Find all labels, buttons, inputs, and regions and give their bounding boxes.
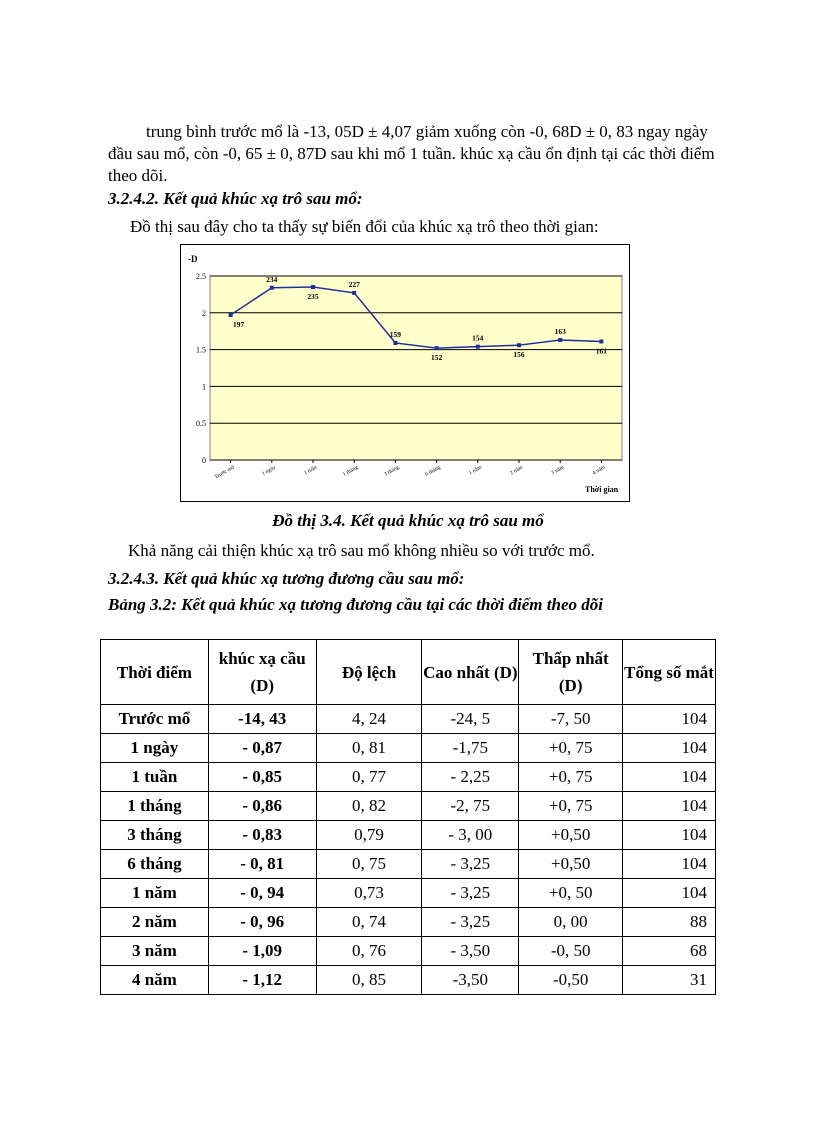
- table-cell: - 0, 94: [208, 879, 316, 908]
- table-header-cell: Tổng số mắt: [623, 640, 716, 705]
- table-cell: 3 tháng: [101, 821, 209, 850]
- data-point: [393, 341, 397, 345]
- table-cell: 1 tuần: [101, 763, 209, 792]
- table-row: [101, 792, 716, 821]
- table-cell: 1 ngày: [101, 734, 209, 763]
- table-cell: -0,50: [519, 966, 623, 995]
- x-tick-label: 2 năm: [509, 464, 524, 477]
- y-axis-label: -D: [188, 254, 198, 264]
- section-heading-spherical-equivalent: 3.2.4.3. Kết quả khúc xạ tương đương cầu sau mổ:: [108, 569, 465, 588]
- table-cell: -7, 50: [519, 705, 623, 734]
- table-cell: 2 năm: [101, 908, 209, 937]
- table-cell: - 3,25: [422, 879, 519, 908]
- table-cell: 104: [623, 705, 716, 734]
- data-label: 156: [513, 350, 525, 360]
- data-label: 154: [472, 333, 484, 343]
- plot-area: [210, 276, 622, 460]
- section-heading-astigmatism: 3.2.4.2. Kết quả khúc xạ trô sau mổ:: [108, 189, 363, 208]
- table-cell: - 0,85: [208, 763, 316, 792]
- table-cell: - 0, 96: [208, 908, 316, 937]
- table-header-cell: Cao nhất (D): [422, 640, 519, 705]
- data-label: 152: [430, 353, 443, 363]
- table-cell: -3,50: [422, 966, 519, 995]
- table-cell: 104: [623, 792, 716, 821]
- table-cell: - 0,86: [208, 792, 316, 821]
- x-tick-label: 1 năm: [468, 464, 483, 477]
- x-tick-label: 6 tháng: [424, 464, 442, 478]
- intro-paragraph: trung bình trước mổ là -13, 05D ± 4,07 giảm xuống còn -0, 68D ± 0, 83 ngay ngày đầu sau mổ, còn -0, 65 ± 0, 87D sau khi mổ 1 tuần. khúc xạ cầu ổn định tại các thời điểm theo dõi.: [108, 122, 715, 185]
- data-label: 197: [232, 320, 245, 330]
- y-tick-label: 1.5: [196, 345, 206, 355]
- data-label: 161: [595, 346, 608, 356]
- table-cell: - 1,12: [208, 966, 316, 995]
- data-point: [270, 286, 274, 290]
- data-point: [558, 338, 562, 342]
- table-cell: 104: [623, 821, 716, 850]
- table-header-cell: Thấp nhất (D): [519, 640, 623, 705]
- y-tick-label: 2: [202, 308, 206, 318]
- table-cell: 4, 24: [316, 705, 422, 734]
- x-tick-label: 1 ngày: [260, 464, 277, 478]
- table-cell: - 0, 81: [208, 850, 316, 879]
- y-tick-label: 1: [202, 382, 206, 392]
- table-cell: 1 năm: [101, 879, 209, 908]
- table-row: [101, 705, 716, 734]
- table-row: [101, 734, 716, 763]
- table-cell: 4 năm: [101, 966, 209, 995]
- table-cell: +0, 50: [519, 879, 623, 908]
- y-tick-label: 0.5: [196, 419, 206, 429]
- table-cell: 6 tháng: [101, 850, 209, 879]
- table-row: [101, 850, 716, 879]
- table-cell: 31: [623, 966, 716, 995]
- data-point: [599, 340, 603, 344]
- astigmatism-chart: [180, 244, 630, 502]
- table-cell: -0, 50: [519, 937, 623, 966]
- y-tick-label: 0: [202, 456, 206, 465]
- table-title: Bảng 3.2: Kết quả khúc xạ tương đương cầu tại các thời điểm theo dõi: [108, 595, 603, 614]
- x-axis-label: Thời gian: [585, 485, 619, 494]
- table-cell: 104: [623, 763, 716, 792]
- data-label: 227: [348, 279, 360, 289]
- table-row: [101, 966, 716, 995]
- table-row: [101, 937, 716, 966]
- note-paragraph: Khả năng cải thiện khúc xạ trô sau mổ không nhiều so với trước mổ.: [128, 541, 595, 560]
- x-tick-label: 1 tuần: [303, 464, 318, 477]
- table-cell: - 3,50: [422, 937, 519, 966]
- table-cell: +0,50: [519, 850, 623, 879]
- chart-svg: [180, 244, 630, 502]
- table-cell: 104: [623, 879, 716, 908]
- table-cell: +0, 75: [519, 792, 623, 821]
- spherical-equivalent-table: [100, 639, 716, 995]
- table-cell: -2, 75: [422, 792, 519, 821]
- data-point: [435, 346, 439, 350]
- table-cell: 0, 74: [316, 908, 422, 937]
- chart-caption: Đồ thị 3.4. Kết quả khúc xạ trô sau mổ: [272, 511, 544, 530]
- table-cell: 0, 77: [316, 763, 422, 792]
- table-cell: 0, 85: [316, 966, 422, 995]
- x-tick-label: 4 năm: [591, 464, 607, 477]
- table-cell: -1,75: [422, 734, 519, 763]
- data-label: 234: [266, 274, 278, 284]
- table-cell: +0, 75: [519, 734, 623, 763]
- data-point: [476, 345, 480, 349]
- x-tick-label: Trước mổ: [213, 464, 236, 481]
- data-point: [352, 291, 356, 295]
- table-cell: +0,50: [519, 821, 623, 850]
- table-row: [101, 821, 716, 850]
- table-cell: 0, 00: [519, 908, 623, 937]
- table-cell: - 2,25: [422, 763, 519, 792]
- table-header-row: [101, 640, 716, 705]
- table-cell: - 3, 00: [422, 821, 519, 850]
- table-cell: - 0,83: [208, 821, 316, 850]
- table-header-cell: Thời điểm: [101, 640, 209, 705]
- table-cell: 104: [623, 734, 716, 763]
- table-cell: 0, 75: [316, 850, 422, 879]
- table-cell: 0, 76: [316, 937, 422, 966]
- table-cell: -24, 5: [422, 705, 519, 734]
- table-cell: 0, 81: [316, 734, 422, 763]
- x-tick-label: 1 tháng: [342, 464, 360, 478]
- table-header-cell: khúc xạ cầu (D): [208, 640, 316, 705]
- data-label: 159: [389, 329, 402, 339]
- table-cell: - 3,25: [422, 908, 519, 937]
- table-cell: +0, 75: [519, 763, 623, 792]
- data-point: [311, 285, 315, 289]
- x-tick-label: 3 năm: [550, 464, 566, 477]
- table-cell: - 0,87: [208, 734, 316, 763]
- table-cell: Trước mổ: [101, 705, 209, 734]
- x-tick-label: 3 tháng: [383, 464, 401, 478]
- table-cell: 88: [623, 908, 716, 937]
- table-cell: 1 tháng: [101, 792, 209, 821]
- table-header-cell: Độ lệch: [316, 640, 422, 705]
- table-row: [101, 879, 716, 908]
- table-cell: - 3,25: [422, 850, 519, 879]
- table-cell: 104: [623, 850, 716, 879]
- table-cell: -14, 43: [208, 705, 316, 734]
- table-cell: 3 năm: [101, 937, 209, 966]
- chart-intro-text: Đồ thị sau đây cho ta thấy sự biến đổi của khúc xạ trô theo thời gian:: [130, 217, 599, 236]
- table-row: [101, 763, 716, 792]
- y-tick-label: 2.5: [196, 272, 206, 281]
- data-label: 163: [554, 327, 566, 337]
- table-cell: 0,79: [316, 821, 422, 850]
- data-label: 235: [307, 292, 319, 302]
- table-row: [101, 908, 716, 937]
- table-cell: - 1,09: [208, 937, 316, 966]
- table-cell: 0,73: [316, 879, 422, 908]
- table-cell: 0, 82: [316, 792, 422, 821]
- table-cell: 68: [623, 937, 716, 966]
- data-point: [229, 313, 233, 317]
- data-point: [517, 343, 521, 347]
